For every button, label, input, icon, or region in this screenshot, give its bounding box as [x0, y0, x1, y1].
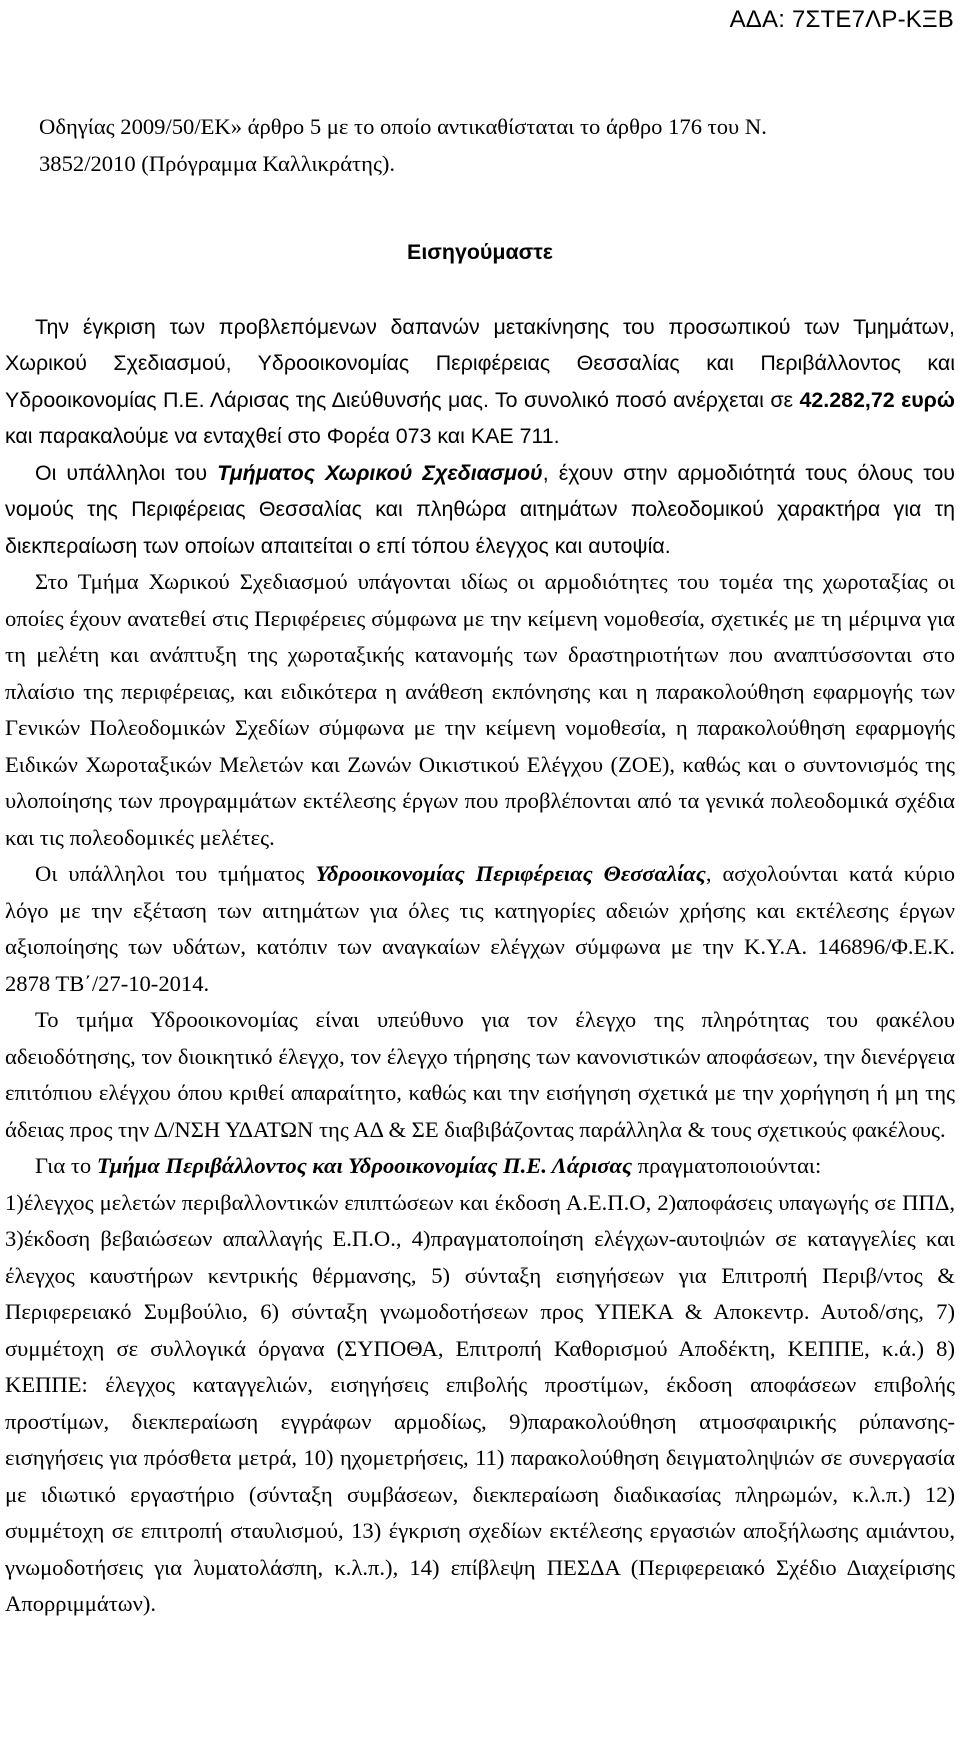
intro-line-1: Οδηγίας 2009/50/ΕΚ» άρθρο 5 με το οποίο αντικαθίσταται το άρθρο 176 του Ν. [39, 114, 767, 139]
paragraph-spatial-duties: Στο Τμήμα Χωρικού Σχεδιασμού υπάγονται ιδίως οι αρμοδιότητες του τομέα της χωροταξίας οι οποίες έχουν ανατεθεί στις Περιφέρειες σύμφωνα με την κείμενη νομοθεσία, σχετικές με τη μέριμνα για τη μελέτη και ανάπτυξη της χωροταξικής κατανομής των δραστηριοτήτων που αναπτύσσονται στο πλαίσιο της περιφέρειας, και ειδικότερα η ανάθεση εκπόνησης και η παρακολούθηση εφαρμογής των Γενικών Πολεοδομικών Σχεδίων σύμφωνα με την κείμενη νομοθεσία, η παρακολούθηση εφαρμογής Ειδικών Χωροταξικών Μελετών και Ζωνών Οικιστικού Ελέγχου (ΖΟΕ), καθώς και ο συντονισμός της υλοποίησης των προγραμμάτων εκτέλεσης έργων που προβλέπονται από τα γενικά πολεοδομικά σχέδια και τις πολεοδομικές μελέτες. [5, 569, 955, 850]
paragraph-spatial-staff: Οι υπάλληλοι του Τμήματος Χωρικού Σχεδιασμού, έχουν στην αρμοδιότητά τους όλους του νομούς της Περιφέρειας Θεσσαλίας και πληθώρα αιτημάτων πολεοδομικού χαρακτήρα για τη διεκπεραίωση των οποίων απαιτείται ο επί τόπου έλεγχος και αυτοψία. [5, 460, 956, 558]
dept-environment-larisa: Τμήμα Περιβάλλοντος και Υδροοικονομίας Π.Ε. Λάρισας [96, 1153, 633, 1178]
paragraph-environment-intro: Για το Τμήμα Περιβάλλοντος και Υδροοικονομίας Π.Ε. Λάρισας πραγματοποιούνται: [35, 1153, 822, 1178]
paragraph-approval: Την έγκριση των προβλεπόμενων δαπανών μετακίνησης του προσωπικού των Τμημάτων, Χωρικού Σχεδιασμού, Υδροοικονομίας Περιφέρειας Θεσσαλίας και Περιβάλλοντος και Υδροοικονομίας Π.Ε. Λάρισας της Διεύθυνσής μας. Το συνολικό ποσό ανέρχεται σε 42.282,72 ευρώ και παρακαλούμε να ενταχθεί στο Φορέα 073 και ΚΑΕ 711. [5, 314, 955, 448]
total-amount: 42.282,72 ευρώ [799, 387, 955, 412]
dept-spatial-planning: Τμήματος Χωρικού Σχεδιασμού [217, 460, 543, 485]
paragraph-water-staff: Οι υπάλληλοι του τμήματος Υδροοικονομίας Περιφέρειας Θεσσαλίας, ασχολούνται κατά κύριο λόγο με την εξέταση των αιτημάτων για όλες τις κατηγορίες αδειών χρήσης και εκτέλεσης έργων αξιοποίησης των υδάτων, κατόπιν των αναγκαίων ελέγχων σύμφωνα με την Κ.Υ.Α. 146896/Φ.Ε.Κ. 2878 ΤΒ΄/27-10-2014. [5, 861, 955, 996]
document-code: ΑΔΑ: 7ΣΤΕ7ΛΡ-ΚΞΒ [729, 6, 954, 33]
paragraph-water-duties: Το τμήμα Υδροοικονομίας είναι υπεύθυνο για τον έλεγχο της πληρότητας του φακέλου αδειοδότησης, τον διοικητικό έλεγχο, τον έλεγχο τήρησης των κανονιστικών αποφάσεων, την διενέργεια επιτόπιου ελέγχου όπου κριθεί απαραίτητο, καθώς και την εισήγηση σχετικά με την χορήγηση ή μη της άδειας προς την Δ/ΝΣΗ ΥΔΑΤΩΝ της ΑΔ & ΣΕ διαβιβάζοντας παράλληλα & τους σχετικούς φακέλους. [5, 1007, 955, 1142]
section-heading: Εισηγούμαστε [407, 240, 553, 264]
intro-line-2: 3852/2010 (Πρόγραμμα Καλλικράτης). [39, 150, 396, 176]
document-body [5, 109, 955, 1623]
paragraph-environment-tasks: 1)έλεγχος μελετών περιβαλλοντικών επιπτώσεων και έκδοση Α.Ε.Π.Ο, 2)αποφάσεις υπαγωγής σε ΠΠΔ, 3)έκδοση βεβαιώσεων απαλλαγής Ε.Π.Ο., 4)πραγματοποίηση ελέγχων-αυτοψιών σε καταγγελίες και έλεγχος καυστήρων κεντρικής θέρμανσης, 5) σύνταξη εισηγήσεων για Επιτροπή Περιβ/ντος & Περιφερειακό Συμβούλιο, 6) σύνταξη γνωμοδοτήσεων προς ΥΠΕΚΑ & Αποκεντρ. Αυτοδ/σης, 7) συμμέτοχη σε συλλογικά όργανα (ΣΥΠΟΘΑ, Επιτροπή Καθορισμού Αποδέκτη, ΚΕΠΠΕ, κ.ά.) 8) ΚΕΠΠΕ: έλεγχος καταγγελιών, εισηγήσεις επιβολής προστίμων, έκδοση αποφάσεων επιβολής προστίμων, διεκπεραίωση εγγράφων αρμοδίως, 9)παρακολούθηση ατμοσφαιρικής ρύπανσης- εισηγήσεις για πρόσθετα μετρά, 10) ηχομετρήσεις, 11) παρακολούθηση δειγματοληψιών σε συνεργασία με ιδιωτικό εργαστήριο (σύνταξη συμβάσεων, διεκπεραίωση διαδικασίας πληρωμών, κ.λ.π.) 12) συμμέτοχη σε επιτροπή σταυλισμού, 13) έγκριση σχεδίων εκτέλεσης εργασιών αποξήλωσης αμιάντου, γνωμοδοτήσεις για λυματολάσπη, κ.λ.π.), 14) επίβλεψη ΠΕΣΔΑ (Περιφερειακό Σχέδιο Διαχείρισης Απορριμμάτων). [5, 1189, 955, 1616]
dept-water-economy: Υδροοικονομίας Περιφέρειας Θεσσαλίας [315, 861, 706, 886]
